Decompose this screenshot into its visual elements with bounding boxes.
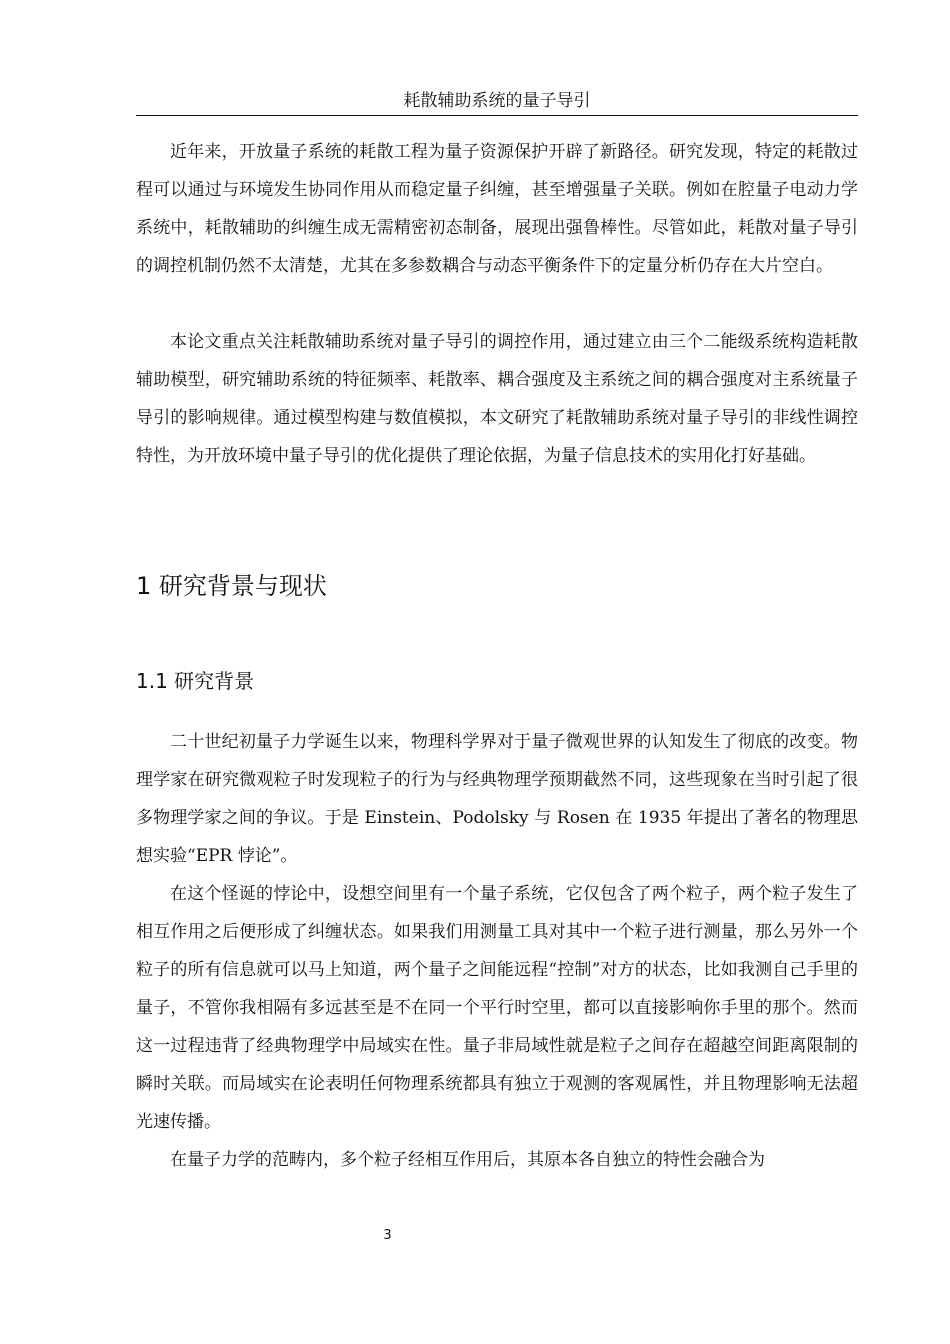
background-paragraph-2: 在这个怪诞的悖论中，设想空间里有一个量子系统，它仅包含了两个粒子，两个粒子发生了相互作用之后便形成了纠缠状态。如果我们用测量工具对其中一个粒子进行测量，那么另外一个粒子的所有信息就可以马上知道，两个量子之间能远程“控制”对方的状态，比如我测自己手里的量子，不管你我相隔有多远甚至是不在同一个平行时空里，都可以直接影响你手里的那个。然而这一过程违背了经典物理学中局域实在性。量子非局域性就是粒子之间存在超越空间距离限制的瞬时关联。而局域实在论表明任何物理系统都具有独立于观测的客观属性，并且物理影响无法超光速传播。: [136, 884, 858, 1132]
intro-paragraph-2: 本论文重点关注耗散辅助系统对量子导引的调控作用，通过建立由三个二能级系统构造耗散辅助模型，研究辅助系统的特征频率、耗散率、耦合强度及主系统之间的耦合强度对主系统量子导引的影响规律。通过模型构建与数值模拟，本文研究了耗散辅助系统对量子导引的非线性调控特性，为开放环境中量子导引的优化提供了理论依据，为量子信息技术的实用化打好基础。: [136, 332, 858, 466]
intro-paragraph-1: 近年来，开放量子系统的耗散工程为量子资源保护开辟了新路径。研究发现，特定的耗散过程可以通过与环境发生协同作用从而稳定量子纠缠，甚至增强量子关联。例如在腔量子电动力学系统中，耗散辅助的纠缠生成无需精密初态制备，展现出强鲁棒性。尽管如此，耗散对量子导引的调控机制仍然不太清楚，尤其在多参数耦合与动态平衡条件下的定量分析仍存在大片空白。: [136, 142, 858, 276]
background-paragraph-3: 在量子力学的范畴内，多个粒子经相互作用后，其原本各自独立的特性会融合为: [170, 1150, 765, 1170]
background-paragraph-1: 二十世纪初量子力学诞生以来，物理科学界对于量子微观世界的认知发生了彻底的改变。物理学家在研究微观粒子时发现粒子的行为与经典物理学预期截然不同，这些现象在当时引起了很多物理学家之间的争议。于是 Einstein、Podolsky 与 Rosen 在 1935 年提出了著名的物理思想实验“EPR 悖论”。: [136, 732, 858, 866]
subsection-heading-1-1: 1.1 研究背景: [136, 669, 255, 693]
section-heading-1: 1 研究背景与现状: [136, 572, 327, 600]
page-number: 3: [383, 1228, 392, 1243]
running-header: 耗散辅助系统的量子导引: [403, 91, 591, 111]
header-rule: [136, 115, 858, 116]
